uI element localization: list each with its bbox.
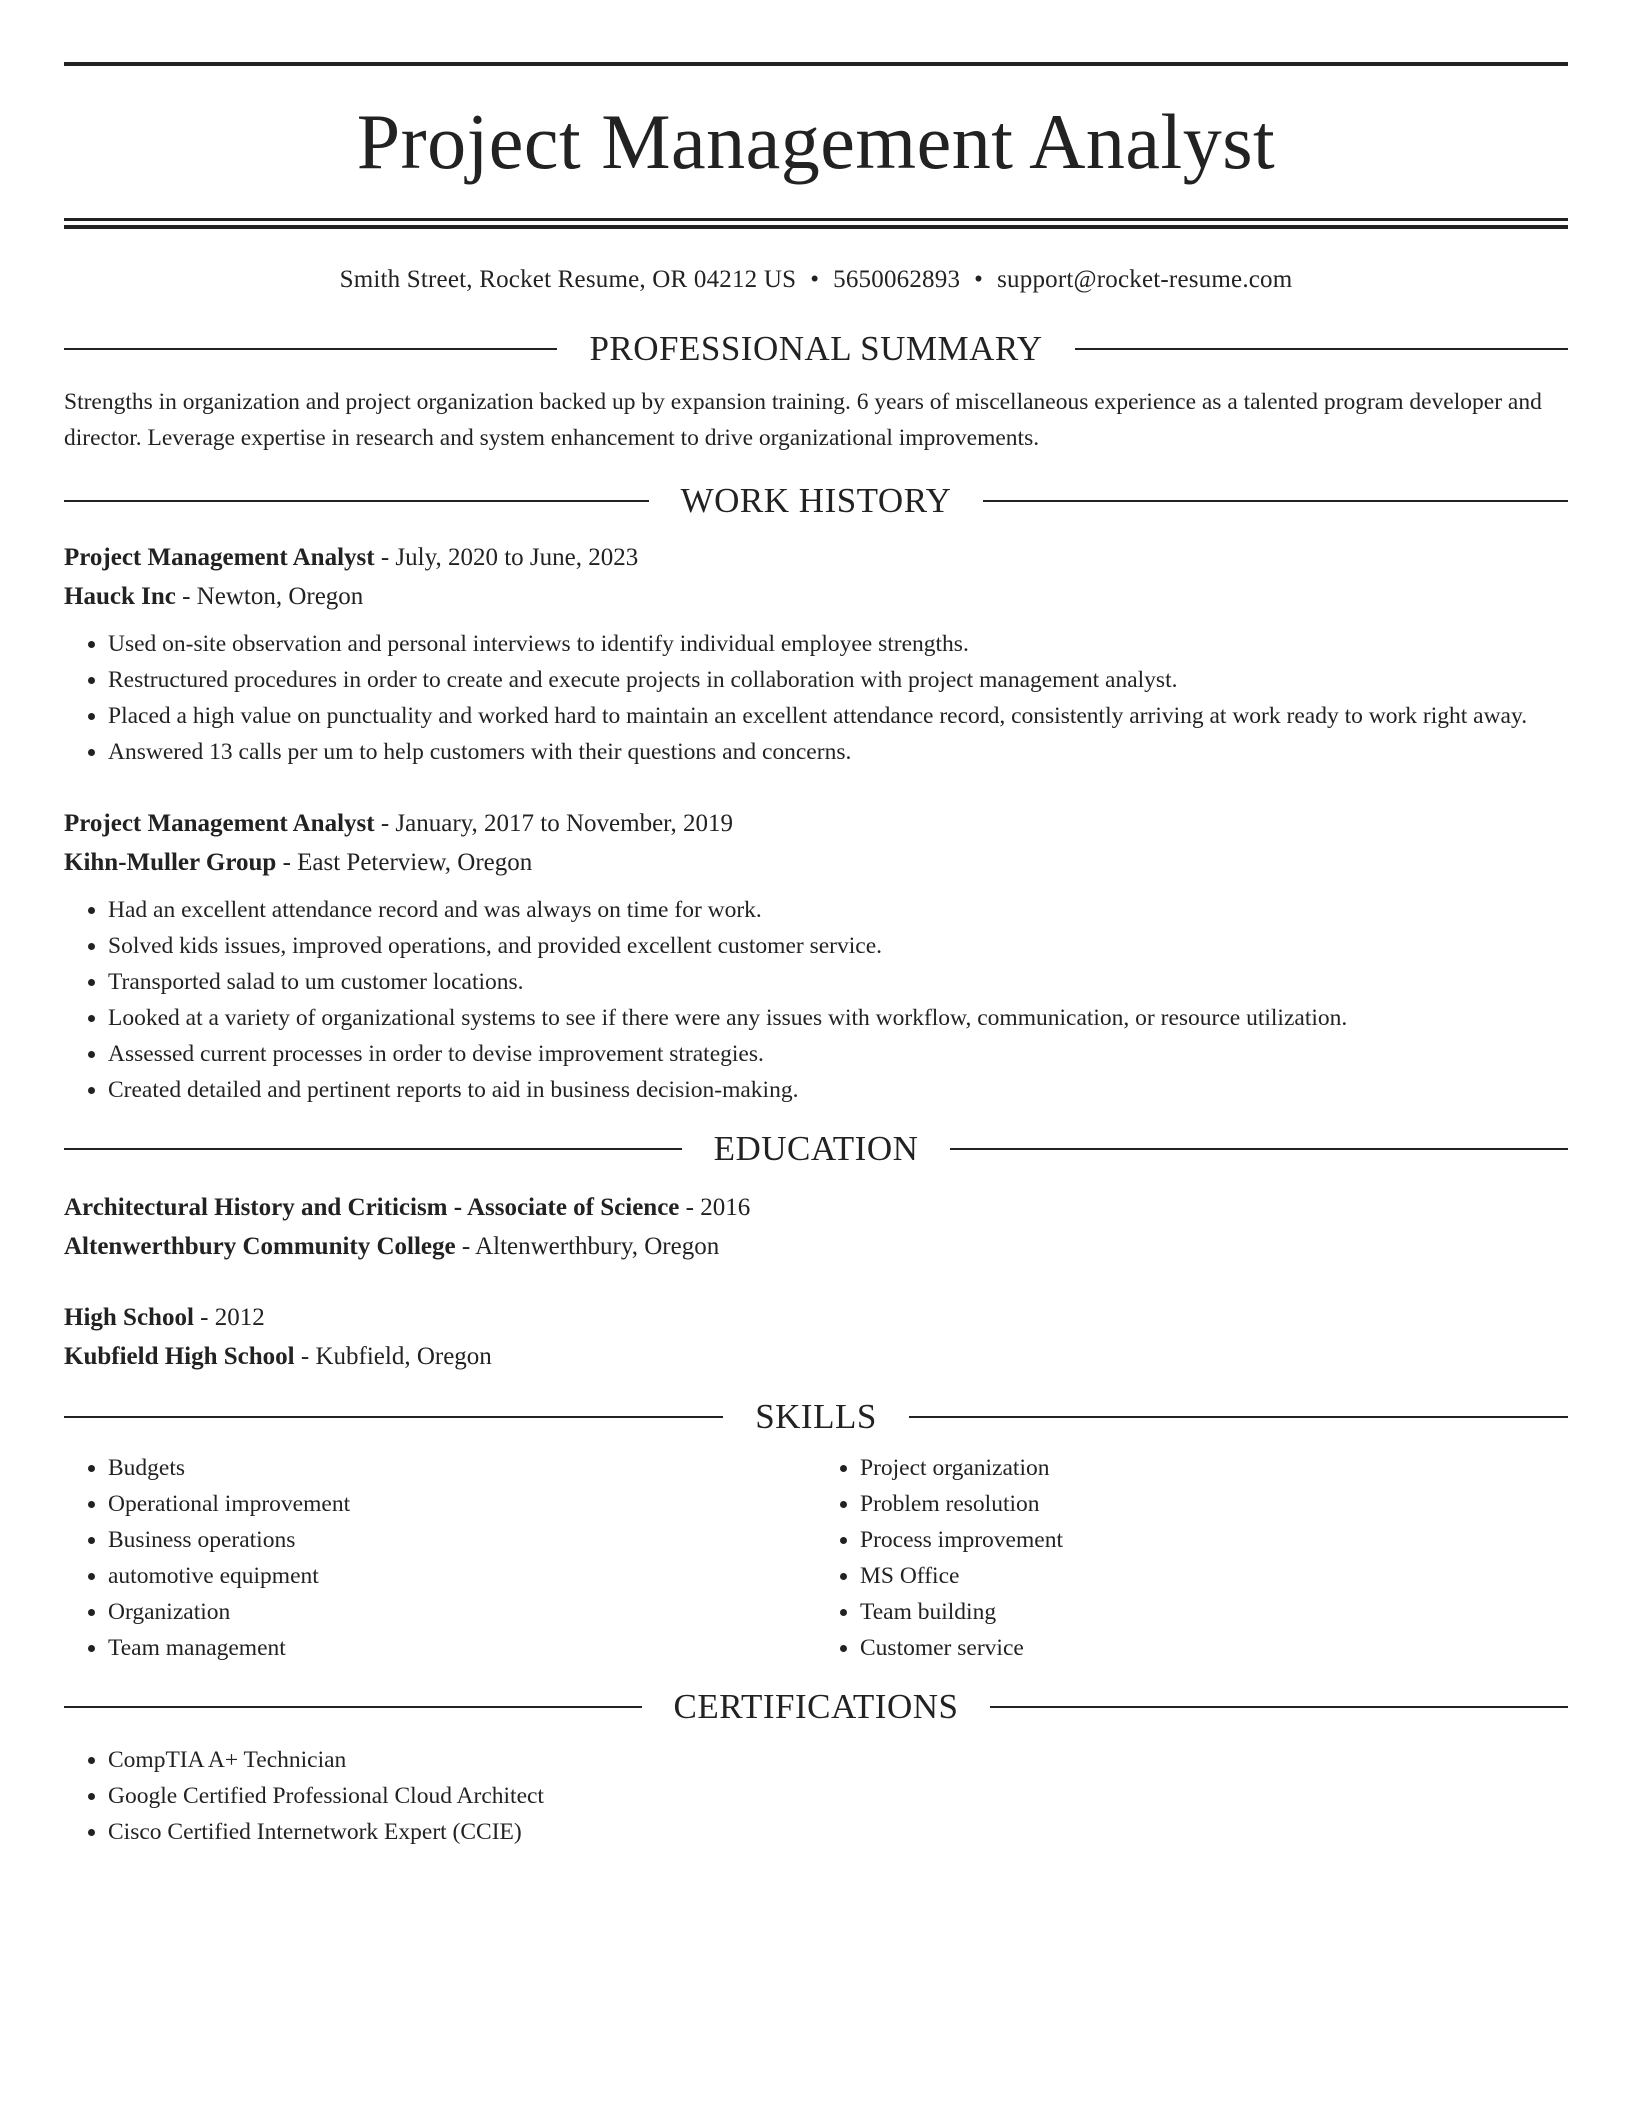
job-entry [64, 804, 1568, 1108]
heading-rule-left [64, 348, 557, 350]
education-heading: EDUCATION [713, 1129, 919, 1168]
skill-item: • Team management [108, 1630, 816, 1666]
job-entry [64, 538, 1568, 770]
heading-rule-right [1075, 348, 1568, 350]
work-history-section-heading [64, 476, 1568, 526]
skills-column-right [816, 1450, 1568, 1666]
job-dates: - January, 2017 to November, 2019 [374, 810, 734, 837]
skill-item: • automotive equipment [108, 1558, 816, 1594]
certifications-section-heading [64, 1682, 1568, 1732]
heading-rule-left [64, 500, 649, 502]
contact-email: support@rocket-resume.com [997, 266, 1293, 293]
job-title-line [64, 804, 1568, 843]
job-bullet: • Solved kids issues, improved operations, and provided excellent customer service. [108, 928, 1568, 964]
education-school: Altenwerthbury Community College [64, 1233, 456, 1260]
education-school-line [64, 1227, 1568, 1266]
skill-item: • Operational improvement [108, 1486, 816, 1522]
skill-item: • Problem resolution [860, 1486, 1568, 1522]
job-bullet: • Assessed current processes in order to devise improvement strategies. [108, 1036, 1568, 1072]
contact-separator: • [974, 266, 984, 293]
skills-column-left [64, 1450, 816, 1666]
contact-separator: • [810, 266, 820, 293]
heading-rule-right [909, 1416, 1568, 1418]
summary-heading: PROFESSIONAL SUMMARY [589, 329, 1043, 368]
education-entry [64, 1188, 1568, 1266]
heading-rule-right [950, 1148, 1568, 1150]
education-location: - Kubfield, Oregon [294, 1343, 492, 1370]
job-title: Project Management Analyst [64, 544, 375, 571]
skills-section-heading [64, 1392, 1568, 1442]
job-bullets [64, 626, 1568, 770]
skill-item: • Business operations [108, 1522, 816, 1558]
contact-line [64, 263, 1568, 297]
contact-address: Smith Street, Rocket Resume, OR 04212 US [339, 266, 797, 293]
job-company-line [64, 577, 1568, 616]
skills-grid [64, 1450, 1568, 1666]
job-bullets [64, 892, 1568, 1108]
education-degree: Architectural History and Criticism - Associate of Science [64, 1194, 680, 1221]
skills-heading: SKILLS [755, 1397, 877, 1436]
education-year: - 2016 [679, 1194, 751, 1221]
skill-item: • Budgets [108, 1450, 816, 1486]
skill-item: • Team building [860, 1594, 1568, 1630]
heading-rule-left [64, 1148, 682, 1150]
work-history-heading: WORK HISTORY [680, 481, 952, 520]
job-bullet: • Restructured procedures in order to create and execute projects in collaboration with project management analyst. [108, 662, 1568, 698]
education-section-heading [64, 1124, 1568, 1174]
job-dates: - July, 2020 to June, 2023 [374, 544, 639, 571]
job-bullet: • Looked at a variety of organizational systems to see if there were any issues with workflow, communication, or resource utilization. [108, 1000, 1568, 1036]
job-bullet: • Had an excellent attendance record and was always on time for work. [108, 892, 1568, 928]
job-company: Kihn-Muller Group [64, 849, 277, 876]
heading-rule-left [64, 1416, 723, 1418]
job-title: Project Management Analyst [64, 810, 375, 837]
job-location: - East Peterview, Oregon [276, 849, 533, 876]
education-year: - 2012 [193, 1304, 265, 1331]
education-degree-line [64, 1188, 1568, 1227]
job-title-line [64, 538, 1568, 577]
summary-text: Strengths in organization and project organization backed up by expansion training. 6 years of miscellaneous experience as a talented program developer and director. Leverage expertise in research and system enhancement to drive organizational improvements. [64, 389, 1542, 451]
resume-name: Project Management Analyst [356, 98, 1276, 185]
certification-item: • Google Certified Professional Cloud Architect [108, 1778, 1568, 1814]
heading-rule-left [64, 1706, 642, 1708]
skill-item: • Organization [108, 1594, 816, 1630]
education-degree: High School [64, 1304, 194, 1331]
skill-item: • Customer service [860, 1630, 1568, 1666]
certification-item: • CompTIA A+ Technician [108, 1742, 1568, 1778]
job-bullet: • Placed a high value on punctuality and worked hard to maintain an excellent attendance record, consistently arriving at work ready to work right away. [108, 698, 1568, 734]
job-bullet: • Transported salad to um customer locations. [108, 964, 1568, 1000]
job-bullet: • Used on-site observation and personal interviews to identify individual employee strengths. [108, 626, 1568, 662]
job-company-line [64, 843, 1568, 882]
contact-phone: 5650062893 [833, 266, 961, 293]
header-top-rule [64, 62, 1568, 66]
education-entry [64, 1298, 1568, 1376]
education-degree-line [64, 1298, 1568, 1337]
education-school-line [64, 1337, 1568, 1376]
skill-item: • Process improvement [860, 1522, 1568, 1558]
heading-rule-right [983, 500, 1568, 502]
header-double-rule [64, 218, 1568, 229]
education-school: Kubfield High School [64, 1343, 295, 1370]
education-location: - Altenwerthbury, Oregon [455, 1233, 720, 1260]
heading-rule-right [990, 1706, 1568, 1708]
job-bullet: • Created detailed and pertinent reports to aid in business decision-making. [108, 1072, 1568, 1108]
skill-item: • MS Office [860, 1558, 1568, 1594]
job-company: Hauck Inc [64, 583, 176, 610]
summary-section-heading [64, 324, 1568, 374]
job-bullet: • Answered 13 calls per um to help customers with their questions and concerns. [108, 734, 1568, 770]
certifications-list [64, 1742, 1568, 1850]
certifications-heading: CERTIFICATIONS [673, 1687, 959, 1726]
certification-item: • Cisco Certified Internetwork Expert (CCIE) [108, 1814, 1568, 1850]
skill-item: • Project organization [860, 1450, 1568, 1486]
job-location: - Newton, Oregon [175, 583, 364, 610]
